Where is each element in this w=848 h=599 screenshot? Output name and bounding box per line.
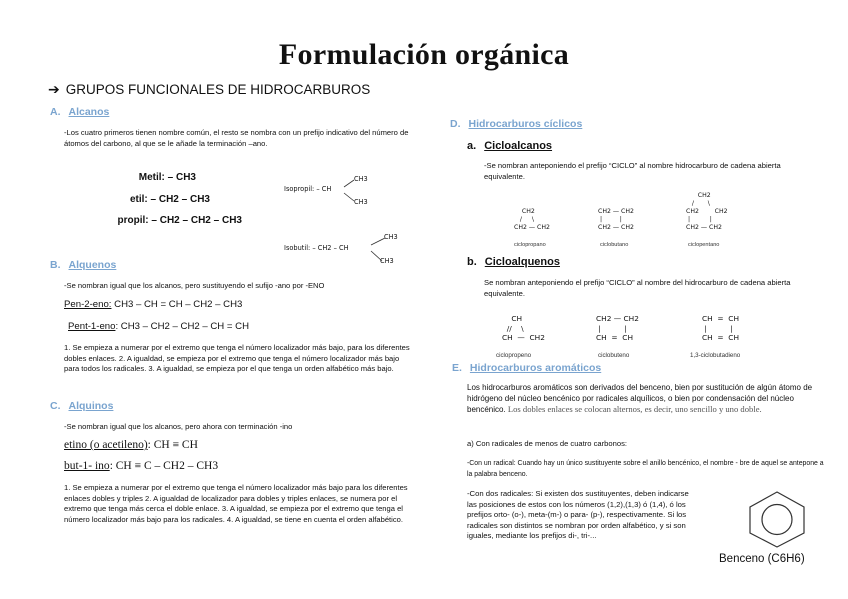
section-letter: A.: [50, 106, 61, 118]
structure-ciclobutadieno: CH = CH | | CH = CH: [702, 314, 740, 342]
structure-ciclopropeno: CH // \ CH — CH2: [502, 314, 545, 342]
isopropil-label: Isopropil: – CH: [284, 185, 332, 193]
alquinos-description: -Se nombran igual que los alcanos, pero ahora con terminación -ino: [64, 422, 293, 431]
formula-etil: etil: – CH2 – CH3: [129, 194, 210, 205]
isobutil-top: CH3: [384, 233, 398, 241]
caption-ciclobuteno: ciclobuteno: [598, 352, 630, 359]
caption-ciclobutadieno: 1,3-ciclobutadieno: [690, 352, 741, 359]
benzene-caption: Benceno (C6H6): [719, 553, 805, 565]
section-aromaticos-heading: [452, 362, 601, 374]
isopropil-top: CH3: [354, 175, 368, 183]
structure-ciclopentano: CH2 / \ CH2 CH2 | | CH2 — CH2: [686, 192, 728, 231]
aromaticos-one-radical: -Con un radical: Cuando hay un único sustituyente sobre el anillo bencénico, el nombre - bre de aquel se antepone a la palabra benceno.: [467, 460, 824, 478]
section-letter: E.: [452, 362, 462, 374]
example-formula: CH3 – CH = CH – CH2 – CH3: [111, 299, 243, 310]
example-formula: : CH ≡ C – CH2 – CH3: [109, 460, 219, 472]
section-title: Alquenos: [68, 259, 117, 271]
alquinos-example-1: [64, 439, 198, 451]
intro-serif-text: Los dobles enlaces se colocan alternos, es decir, uno sencillo y uno doble.: [505, 404, 762, 415]
structure-ciclobutano: CH2 — CH2 | | CH2 — CH2: [598, 208, 634, 231]
section-ciclicos-heading: [450, 118, 582, 130]
section-alcanos-heading: [50, 106, 109, 118]
example-name: Pen-2-eno:: [64, 299, 112, 310]
alquenos-rules: 1. Se empieza a numerar por el extremo que tenga el número localizador más bajo, para los diferentes dobles enlaces. 2. A igualdad, se empieza por el extremo que tenga el número localizador más bajo para todos los radicales. 3. A igualdad, se empieza por el que tenga un orden alfabético más bajo.: [64, 343, 410, 374]
alcanos-description: -Los cuatro primeros tienen nombre común, el resto se nombra con un prefijo indicativo del número de átomos del carbono, al que se le añade la terminación –ano.: [64, 128, 409, 148]
section-letter: D.: [450, 118, 461, 130]
main-heading-text: GRUPOS FUNCIONALES DE HIDROCARBUROS: [65, 82, 371, 97]
example-name: Pent-1-eno: [68, 321, 116, 332]
aromaticos-intro: [467, 383, 825, 416]
main-heading: [48, 81, 370, 98]
isobutil-bottom: CH3: [380, 257, 394, 265]
aromaticos-subhead: a) Con radicales de menos de cuatro carbonos:: [467, 439, 627, 448]
subsection-cicloalquenos-heading: [467, 256, 560, 268]
cicloalquenos-description: Se nombran anteponiendo el prefijo “CICLO” al nombre del hidrocarburo de cadena abierta equivalente.: [484, 278, 791, 298]
formula-metil: Metil: – CH3: [138, 172, 196, 183]
caption-ciclopropeno: ciclopropeno: [496, 352, 532, 359]
example-name: but-1- ino: [64, 460, 110, 472]
page-title: Formulación orgánica: [278, 38, 570, 71]
isobutil-bonds: [368, 234, 390, 266]
isopropil-bonds: [340, 176, 360, 206]
alquenos-description: -Se nombran igual que los alcanos, pero sustituyendo el sufijo -ano por -ENO: [64, 281, 325, 290]
example-formula: : CH3 – CH2 – CH2 – CH = CH: [115, 321, 250, 332]
section-title: Alcanos: [68, 106, 110, 118]
structure-ciclobuteno: CH2 — CH2 | | CH = CH: [596, 314, 639, 342]
caption-ciclobutano: ciclobutano: [600, 242, 629, 248]
example-name: etino (o acetileno): [64, 439, 148, 451]
section-title: Alquinos: [68, 400, 114, 412]
intro-text: Los hidrocarburos aromáticos son derivados del benceno, bien por sustitución de algún átomo de hidrógeno del núcleo bencénico por radicales alquílicos, o bien por condensación del núcleo bencénico.: [467, 383, 813, 415]
caption-ciclopentano: ciclopentano: [688, 242, 720, 248]
subsection-letter: a.: [467, 140, 477, 152]
subsection-title: Cicloalquenos: [484, 256, 560, 268]
isobutil-label: Isobutil: – CH2 – CH: [284, 244, 349, 252]
section-title: Hidrocarburos cíclicos: [468, 118, 583, 130]
structure-ciclopropano: CH2 / \ CH2 — CH2: [514, 208, 550, 231]
alquenos-example-2: [68, 321, 249, 332]
arrow-right-icon: ➔: [48, 81, 60, 97]
section-alquinos-heading: [50, 400, 113, 412]
section-letter: B.: [50, 259, 61, 271]
example-formula: : CH ≡ CH: [147, 439, 198, 451]
aromaticos-two-radicals: -Con dos radicales: Si existen dos sustituyentes, deben indicarse las posiciones de estos con los números (1,2),(1,3) ó (1,4), ó los prefijos orto- (o-), meta-(m-) o para- (p-), respectivamente. Si los radicales son distintos se nombran por orden alfabético, y si son iguales, mediante los prefijos di-, tri-...: [467, 489, 689, 541]
caption-ciclopropano: ciclopropano: [514, 242, 546, 248]
formula-propil: propil: – CH2 – CH2 – CH3: [117, 215, 242, 226]
benzene-ring-icon: [742, 488, 812, 550]
cicloalcanos-description: -Se nombran anteponiendo el prefijo “CICLO” al nombre hidrocarburo de cadena abierta equivalente.: [484, 161, 781, 181]
subsection-title: Cicloalcanos: [484, 140, 553, 152]
subsection-cicloalcanos-heading: [467, 140, 552, 152]
subsection-letter: b.: [467, 256, 477, 268]
alquenos-example-1: [64, 299, 242, 310]
section-alquenos-heading: [50, 259, 116, 271]
isopropil-bottom: CH3: [354, 198, 368, 206]
alquinos-rules: 1. Se empieza a numerar por el extremo que tenga el número localizador más bajo para los diferentes enlaces dobles y triples 2. A igualdad de localizador para dobles y triples enlaces, se numera por el extremo que tenga más cerca el doble enlace. 3. A igualdad, se empieza por el extremo que tenga el número localizador más bajo para los radicales. 4. A igualdad, se tiene en cuenta el orden alfabético.: [64, 483, 408, 524]
section-title: Hidrocarburos aromáticos: [469, 362, 602, 374]
alquinos-example-2: [64, 460, 218, 472]
section-letter: C.: [50, 400, 61, 412]
